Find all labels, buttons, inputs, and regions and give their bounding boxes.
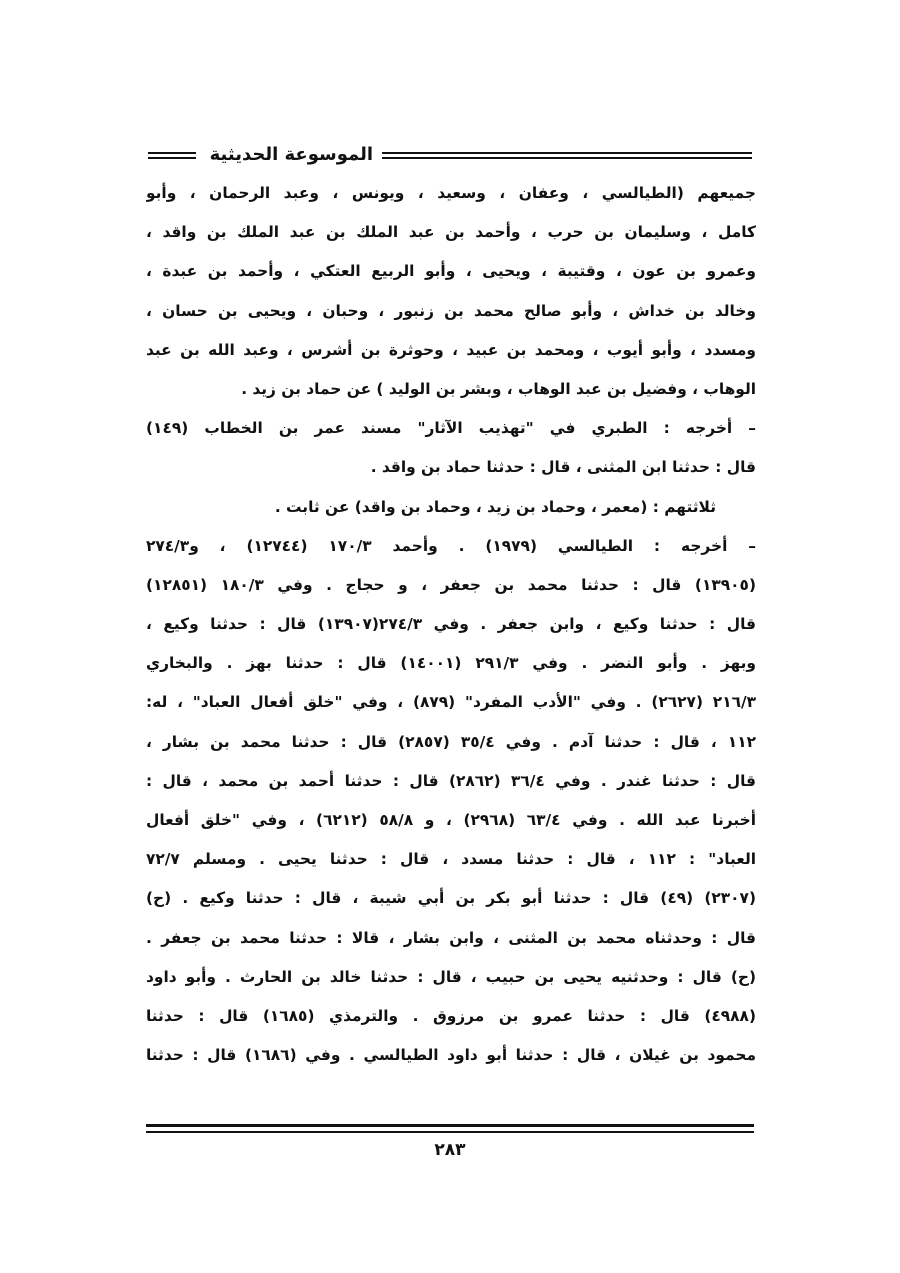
text-line-17: أخبرنا عبد الله . وفي ٦٣/٤ (٢٩٦٨) ، و ٥٨/٨ (٦٢١٢) ، وفي "خلق أفعال [146, 811, 756, 829]
text-line-7: – أخرجه : الطبري في "تهذيب الآثار" مسند عمر بن الخطاب (١٤٩) [146, 419, 756, 438]
text-line-12: قال : حدثنا وكيع ، وابن جعفر . وفي ٢٧٤/٣(١٣٩٠٧) قال : حدثنا وكيع ، [146, 615, 756, 634]
text-line-19: (٢٣٠٧) (٤٩) قال : حدثنا أبو بكر بن أبي شيبة ، قال : حدثنا وكيع . (ح) [146, 889, 756, 908]
text-line-21: (ح) قال : وحدثنيه يحيى بن حبيب ، قال : حدثنا خالد بن الحارث . وأبو داود [146, 967, 756, 986]
header-title: الموسوعة الحديثية [209, 144, 373, 165]
text-line-9: ثلاثتهم : (معمر ، وحماد بن زيد ، وحماد بن واقد) عن ثابت . [274, 497, 716, 516]
text-line-20: قال : وحدثناه محمد بن المثنى ، وابن بشار ، قالا : حدثنا محمد بن جعفر . [146, 928, 756, 947]
text-line-23: محمود بن غيلان ، قال : حدثنا أبو داود الطيالسي . وفي (١٦٨٦) قال : حدثنا [146, 1046, 756, 1065]
text-line-18: العباد" : ١١٢ ، قال : حدثنا مسدد ، قال : حدثنا يحيى . ومسلم ٧٢/٧ [146, 850, 756, 869]
text-line-16: قال : حدثنا غندر . وفي ٣٦/٤ (٢٨٦٢) قال : حدثنا أحمد بن محمد ، قال : [146, 771, 756, 790]
text-line-4: وخالد بن خداش ، وأبو صالح محمد بن زنبور ، وحبان ، ويحيى بن حسان ، [146, 301, 756, 320]
main-text [146, 174, 756, 1075]
text-line-1: جميعهم (الطيالسي ، وعفان ، وسعيد ، ويونس ، وعبد الرحمان ، وأبو [146, 184, 756, 202]
text-line-5: ومسدد ، وأبو أيوب ، ومحمد بن عبيد ، وحوثرة بن أشرس ، وعبد الله بن عبد [146, 340, 756, 359]
page-number: ٢٨٣ [434, 1140, 466, 1160]
text-line-15: ١١٢ ، قال : حدثنا آدم . وفي ٣٥/٤ (٢٨٥٧) قال : حدثنا محمد بن بشار ، [146, 732, 756, 751]
text-line-11: (١٣٩٠٥) قال : حدثنا محمد بن جعفر ، و حجاج . وفي ١٨٠/٣ (١٢٨٥١) [146, 575, 756, 594]
text-line-3: وعمرو بن عون ، وقتيبة ، ويحيى ، وأبو الربيع العتكي ، وأحمد بن عبدة ، [146, 262, 756, 281]
running-header [148, 140, 752, 172]
text-line-10: – أخرجه : الطيالسي (١٩٧٩) . وأحمد ١٧٠/٣ (١٢٧٤٤) ، و٢٧٤/٣ [146, 536, 756, 555]
text-line-13: وبهز . وأبو النضر . وفي ٢٩١/٣ (١٤٠٠١) قال : حدثنا بهز . والبخاري [146, 654, 756, 673]
footer-rule [146, 1124, 754, 1133]
text-line-2: كامل ، وسليمان بن حرب ، وأحمد بن عبد الملك بن عبد الملك بن واقد ، [146, 223, 756, 242]
text-line-22: (٤٩٨٨) قال : حدثنا عمرو بن مرزوق . والترمذي (١٦٨٥) قال : حدثنا [146, 1006, 756, 1025]
header-rule-right [382, 152, 752, 159]
text-line-6: الوهاب ، وفضيل بن عبد الوهاب ، وبشر بن الوليد ) عن حماد بن زيد . [241, 379, 756, 398]
text-line-8: قال : حدثنا ابن المثنى ، قال : حدثنا حماد بن واقد . [370, 458, 756, 477]
text-line-14: ٢١٦/٣ (٢٦٢٧) . وفي "الأدب المفرد" (٨٧٩) ، وفي "خلق أفعال العباد" ، له: [146, 693, 756, 712]
header-rule-left [148, 152, 196, 159]
